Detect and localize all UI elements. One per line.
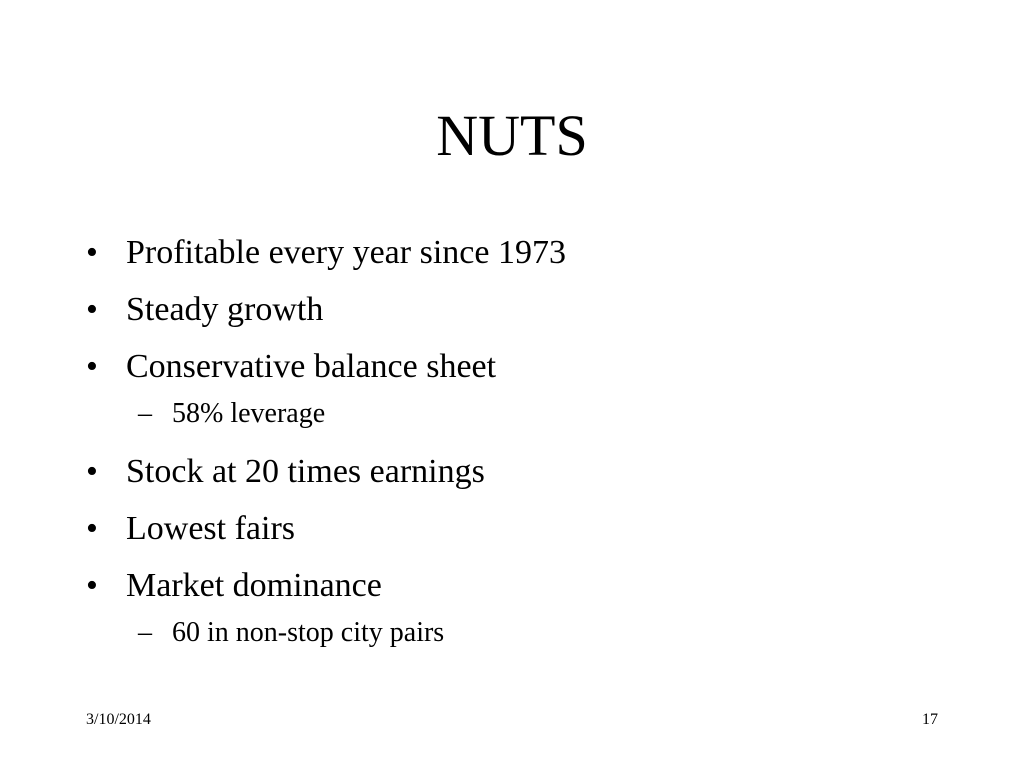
sub-bullet-text: 60 in non-stop city pairs: [172, 617, 445, 648]
slide-body: [84, 230, 964, 668]
bullet-text: Stock at 20 times earnings: [126, 453, 485, 490]
slide-title: NUTS: [436, 103, 588, 168]
bullet-item: [84, 230, 964, 276]
bullet-item: [84, 344, 964, 390]
sub-bullet-item: [84, 397, 964, 431]
bullet-text: Conservative balance sheet: [126, 348, 497, 385]
bullet-icon: •: [86, 234, 98, 271]
sub-bullet-item: [84, 616, 964, 650]
bullet-item: [84, 563, 964, 609]
bullet-text: Lowest fairs: [126, 510, 296, 547]
dash-icon: –: [138, 617, 152, 648]
page-number: 17: [922, 711, 938, 728]
dash-icon: –: [138, 398, 152, 429]
bullet-icon: •: [86, 453, 98, 490]
bullet-item: [84, 287, 964, 333]
bullet-text: Market dominance: [126, 567, 382, 604]
footer-date: 3/10/2014: [86, 711, 151, 728]
bullet-icon: •: [86, 291, 98, 328]
bullet-item: [84, 449, 964, 495]
bullet-icon: •: [86, 567, 98, 604]
bullet-text: Steady growth: [126, 291, 324, 328]
bullet-text: Profitable every year since 1973: [126, 234, 566, 271]
bullet-icon: •: [86, 348, 98, 385]
bullet-icon: •: [86, 510, 98, 547]
bullet-item: [84, 506, 964, 552]
sub-bullet-text: 58% leverage: [172, 398, 326, 429]
